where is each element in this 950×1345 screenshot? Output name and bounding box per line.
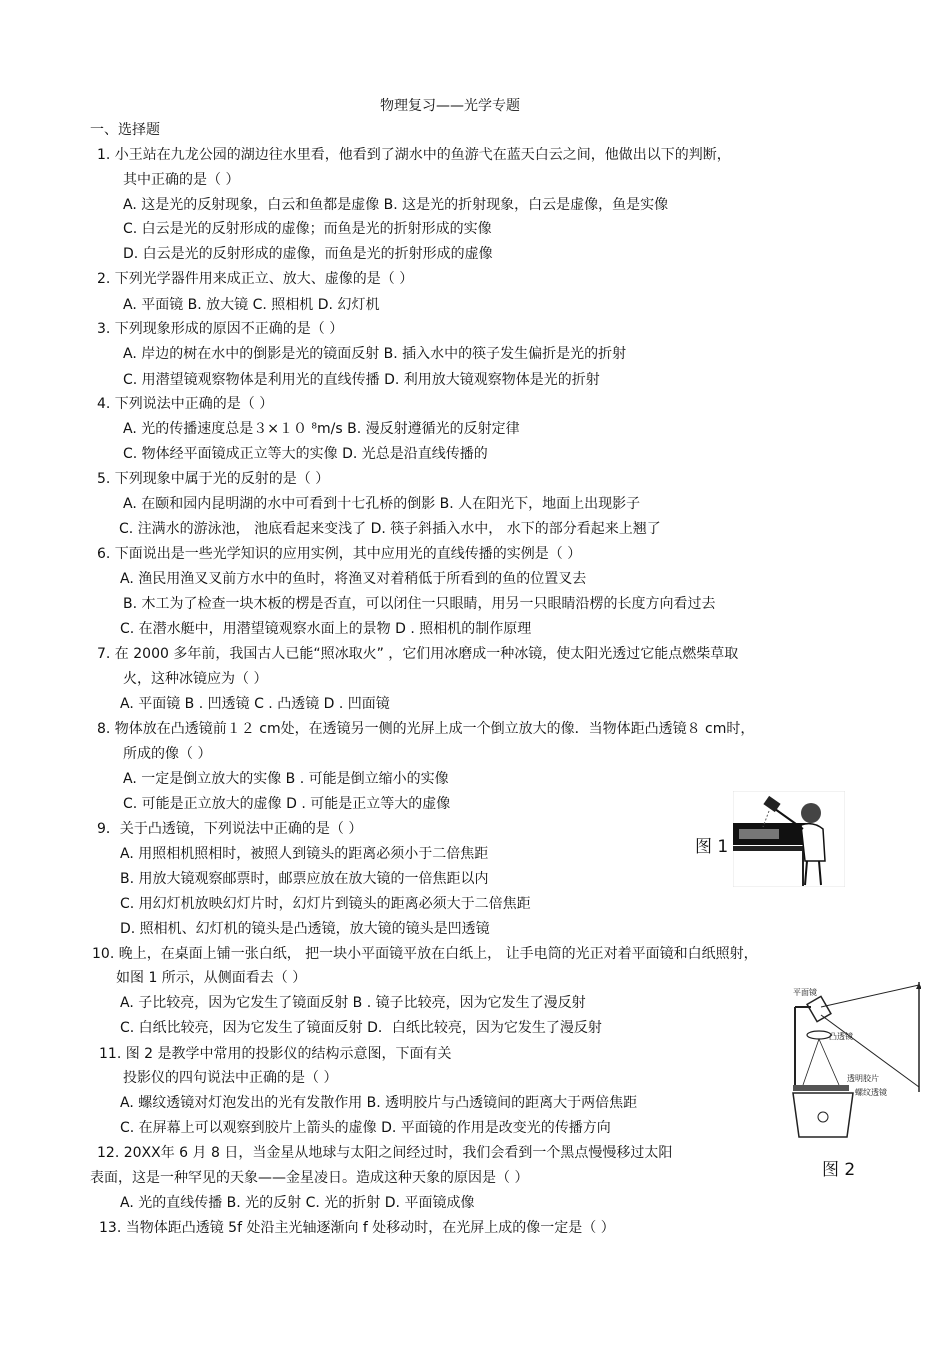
q1-stem-cont: 其中正确的是（ ） [123, 172, 240, 188]
q3-stem: 3. 下列现象形成的原因不正确的是（ ） [97, 321, 344, 337]
q3-options-ab: A. 岸边的树在水中的倒影是光的镜面反射 B. 插入水中的筷子发生偏折是光的折射 [123, 346, 627, 362]
q6-options-cd: C. 在潜水艇中，用潜望镜观察水面上的景物 D . 照相机的制作原理 [120, 621, 532, 637]
fig2-label-mirror: 平面镜 [793, 988, 817, 997]
q1-option-d: D. 白云是光的反射形成的虚像，而鱼是光的折射形成的虚像 [123, 246, 493, 262]
q11-options-ab: A. 螺纹透镜对灯泡发出的光有发散作用 B. 透明胶片与凸透镜间的距离大于两倍焦距 [120, 1095, 638, 1111]
q6-stem: 6. 下面说出是一些光学知识的应用实例，其中应用光的直线传播的实例是（ ） [97, 546, 582, 562]
q11-options-cd: C. 在屏幕上可以观察到胶片上箭头的虚像 D. 平面镜的作用是改变光的传播方向 [120, 1120, 611, 1136]
q12-stem-cont: 表面，这是一种罕见的天象——金星凌日。造成这种天象的原因是（ ） [90, 1170, 529, 1186]
q9-option-a: A. 用照相机照相时，被照人到镜头的距离必须小于二倍焦距 [120, 846, 489, 862]
q12-stem: 12. 20XX年 6 月 8 日，当金星从地球与太阳之间经过时，我们会看到一个黑点慢慢移过太阳 [97, 1145, 673, 1161]
q7-options: A. 平面镜 B . 凹透镜 C . 凸透镜 D . 凹面镜 [120, 696, 390, 712]
page-title: 物理复习——光学专题 [380, 98, 520, 114]
figure-2-label: 图 2 [822, 1160, 856, 1180]
q1-options-ab: A. 这是光的反射现象，白云和鱼都是虚像 B. 这是光的折射现象，白云是虚像，鱼是实像 [123, 197, 669, 213]
q11-stem-cont: 投影仪的四句说法中正确的是（ ） [123, 1070, 338, 1086]
fig2-label-film: 透明胶片 [847, 1074, 879, 1083]
q13-stem: 13. 当物体距凸透镜 5f 处沿主光轴逐渐向 f 处移动时，在光屏上成的像一定是（ ） [99, 1220, 615, 1236]
q5-options-cd: C. 注满水的游泳池， 池底看起来变浅了 D. 筷子斜插入水中， 水下的部分看起来上翘了 [119, 521, 661, 537]
q9-option-d: D. 照相机、幻灯机的镜头是凸透镜，放大镜的镜头是凹透镜 [120, 921, 490, 937]
q4-options-cd: C. 物体经平面镜成正立等大的实像 D. 光总是沿直线传播的 [123, 446, 488, 462]
q9-stem: 9．关于凸透镜，下列说法中正确的是（ ） [97, 821, 363, 837]
q7-stem-cont: 火，这种冰镜应为（ ） [123, 671, 268, 687]
q12-options: A. 光的直线传播 B. 光的反射 C. 光的折射 D. 平面镜成像 [120, 1195, 475, 1211]
q10-stem: 10. 晚上，在桌面上铺一张白纸， 把一块小平面镜平放在白纸上， 让手电筒的光正对着平面镜和白纸照射， [92, 946, 758, 962]
q8-stem: 8. 物体放在凸透镜前１２ cm处，在透镜另一侧的光屏上成一个倒立放大的像．当物体距凸透镜８ cm时， [97, 721, 755, 737]
fig2-label-lens: 凸透镜 [829, 1032, 853, 1041]
q2-options: A. 平面镜 B. 放大镜 C. 照相机 D. 幻灯机 [123, 297, 380, 313]
q6-option-a: A. 渔民用渔叉叉前方水中的鱼时，将渔叉对着稍低于所看到的鱼的位置叉去 [120, 571, 587, 587]
q2-stem: 2. 下列光学器件用来成正立、放大、虚像的是（ ） [97, 271, 414, 287]
q8-options-cd: C. 可能是正立放大的虚像 D . 可能是正立等大的虚像 [123, 796, 451, 812]
q9-option-c: C. 用幻灯机放映幻灯片时，幻灯片到镜头的距离必须大于二倍焦距 [120, 896, 531, 912]
q5-options-ab: A. 在颐和园内昆明湖的水中可看到十七孔桥的倒影 B. 人在阳光下，地面上出现影子 [123, 496, 641, 512]
q10-options-cd: C. 白纸比较亮，因为它发生了镜面反射 D．白纸比较亮，因为它发生了漫反射 [120, 1020, 602, 1036]
q10-stem-cont: 如图 1 所示，从侧面看去（ ） [116, 970, 307, 986]
q7-stem: 7. 在 2000 多年前，我国古人已能“照冰取火” ，它们用冰磨成一种冰镜，使太阳光透过它能点燃柴草取 [97, 646, 739, 662]
q6-option-b: B. 木工为了检查一块木板的楞是否直，可以闭住一只眼睛，用另一只眼睛沿楞的长度方向看过去 [123, 596, 716, 612]
figure-1-illustration [733, 791, 845, 887]
figure-2-projector-diagram [781, 977, 921, 1139]
q8-stem-cont: 所成的像（ ） [123, 746, 212, 762]
q9-option-b: B. 用放大镜观察邮票时，邮票应放在放大镜的一倍焦距以内 [120, 871, 489, 887]
q4-options-ab: A. 光的传播速度总是３×１０ ⁸m/s B. 漫反射遵循光的反射定律 [123, 421, 520, 437]
figure-1-label: 图 1 [695, 837, 729, 857]
q1-stem: 1. 小王站在九龙公园的湖边往水里看，他看到了湖水中的鱼游弋在蓝天白云之间，他做出以下的判断， [97, 147, 731, 163]
q11-stem: 11. 图 2 是教学中常用的投影仪的结构示意图，下面有关 [99, 1046, 452, 1062]
q4-stem: 4. 下列说法中正确的是（ ） [97, 396, 274, 412]
section-heading: 一、选择题 [90, 122, 160, 138]
q1-option-c: C. 白云是光的反射形成的虚像；而鱼是光的折射形成的实像 [123, 221, 492, 237]
q3-options-cd: C. 用潜望镜观察物体是利用光的直线传播 D. 利用放大镜观察物体是光的折射 [123, 372, 600, 388]
q5-stem: 5. 下列现象中属于光的反射的是（ ） [97, 471, 330, 487]
q8-options-ab: A. 一定是倒立放大的实像 B . 可能是倒立缩小的实像 [123, 771, 449, 787]
q10-options-ab: A. 子比较亮，因为它发生了镜面反射 B . 镜子比较亮，因为它发生了漫反射 [120, 995, 586, 1011]
fig2-label-fresnel: 螺纹透镜 [855, 1088, 887, 1097]
